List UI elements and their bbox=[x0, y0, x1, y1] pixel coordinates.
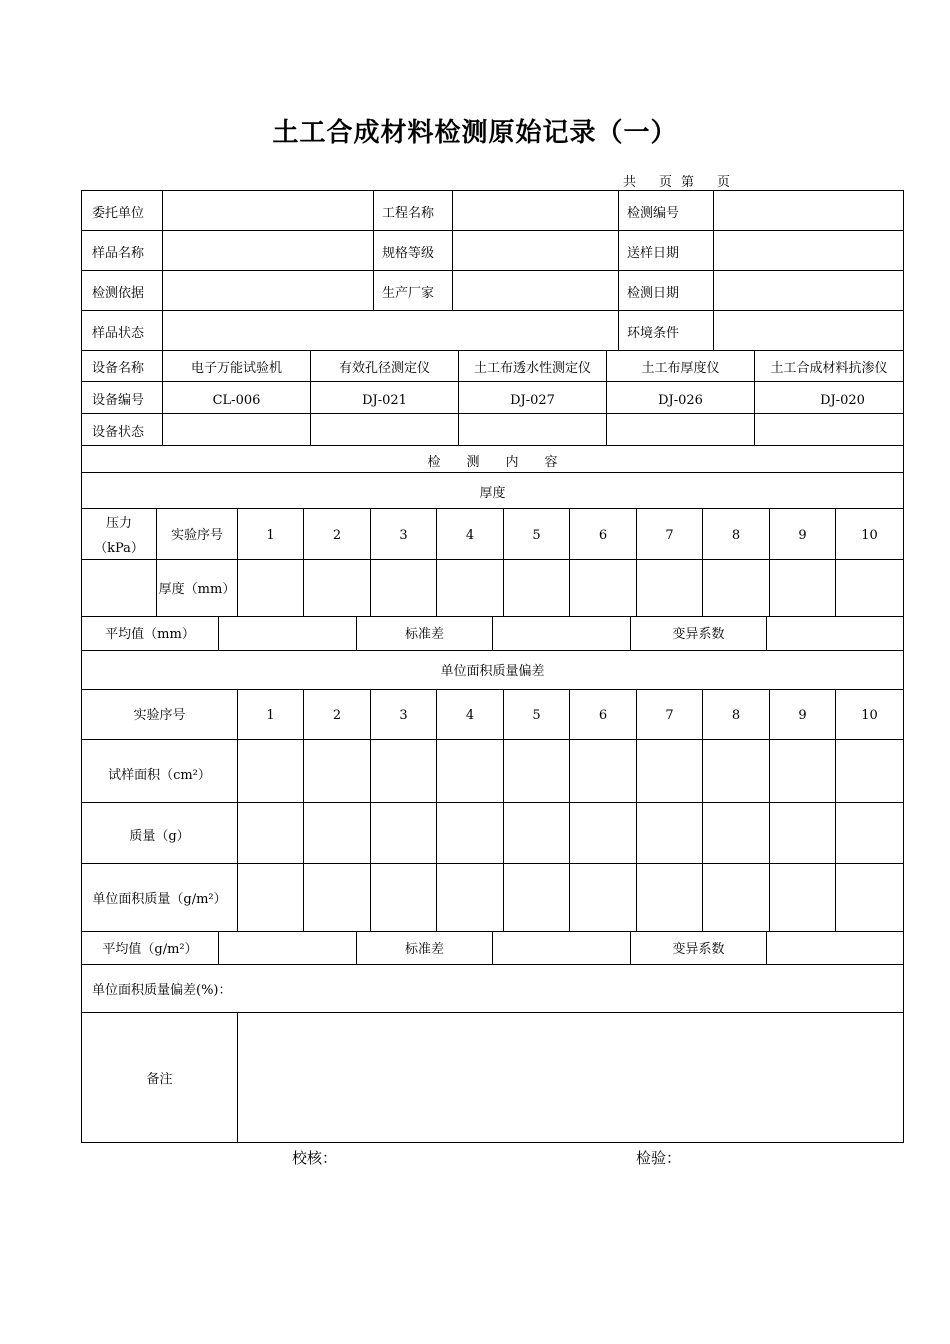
thickness-seq-4: 4 bbox=[465, 528, 475, 543]
page-unit-label-2: 页 bbox=[717, 175, 731, 190]
label-equipment-name: 设备名称 bbox=[92, 361, 145, 376]
label-delivery-date: 送样日期 bbox=[627, 246, 680, 261]
mass-seq-7: 7 bbox=[665, 708, 674, 723]
sample-area-label: 试样面积（cm²） bbox=[108, 768, 211, 783]
mass-seq-1: 1 bbox=[266, 708, 275, 723]
record-table bbox=[81, 190, 904, 1143]
mass-seq-6: 6 bbox=[598, 708, 608, 723]
review-signature-label: 校核： bbox=[292, 1149, 338, 1167]
equipment-name-1: 电子万能试验机 bbox=[190, 361, 282, 376]
page-unit-label: 页 bbox=[659, 175, 673, 190]
label-spec-grade: 规格等级 bbox=[382, 246, 435, 261]
page-title: 土工合成材料检测原始记录（一） bbox=[272, 118, 678, 148]
label-sample-name: 样品名称 bbox=[92, 246, 145, 261]
thickness-seq-label: 实验序号 bbox=[170, 528, 223, 543]
mass-label: 质量（g） bbox=[129, 829, 190, 844]
label-client: 委托单位 bbox=[92, 206, 145, 221]
mass-seq-5: 5 bbox=[532, 708, 541, 723]
mass-seq-2: 2 bbox=[332, 708, 342, 723]
equipment-number-4: DJ-026 bbox=[658, 393, 703, 408]
thickness-cv-label: 变异系数 bbox=[672, 627, 725, 642]
thickness-seq-1: 1 bbox=[266, 528, 275, 543]
thickness-seq-6: 6 bbox=[598, 528, 608, 543]
thickness-seq-5: 5 bbox=[532, 528, 541, 543]
thickness-seq-8: 8 bbox=[731, 528, 741, 543]
mass-std-label: 标准差 bbox=[404, 942, 444, 957]
pressure-label: 压力 bbox=[105, 516, 132, 531]
mass-deviation-label: 单位面积质量偏差(%)： bbox=[92, 983, 232, 998]
thickness-seq-2: 2 bbox=[332, 528, 342, 543]
mass-cv-label: 变异系数 bbox=[672, 942, 725, 957]
remarks-label: 备注 bbox=[146, 1072, 173, 1087]
thickness-avg-label: 平均值（mm） bbox=[105, 627, 195, 642]
mass-seq-9: 9 bbox=[798, 708, 807, 723]
unit-mass-label: 单位面积质量（g/m²） bbox=[92, 892, 227, 907]
equipment-number-5: DJ-020 bbox=[820, 393, 865, 408]
thickness-section-title: 厚度 bbox=[479, 486, 506, 501]
label-equipment-status: 设备状态 bbox=[92, 425, 145, 440]
equipment-name-5: 土工合成材料抗渗仪 bbox=[770, 361, 888, 376]
equipment-name-3: 土工布透水性测定仪 bbox=[473, 361, 591, 376]
page-total-label: 共 bbox=[623, 175, 637, 190]
label-sample-status: 样品状态 bbox=[92, 326, 145, 341]
inspect-signature-label: 检验： bbox=[636, 1149, 682, 1167]
content-header: 检 测 内 容 bbox=[427, 455, 558, 470]
mass-seq-8: 8 bbox=[731, 708, 741, 723]
label-environment: 环境条件 bbox=[627, 326, 680, 341]
thickness-std-label: 标准差 bbox=[404, 627, 444, 642]
equipment-number-2: DJ-021 bbox=[362, 393, 407, 408]
mass-avg-label: 平均值（g/m²） bbox=[102, 942, 198, 957]
label-test-basis: 检测依据 bbox=[92, 286, 145, 301]
equipment-number-1: CL-006 bbox=[212, 393, 261, 408]
thickness-seq-7: 7 bbox=[665, 528, 674, 543]
thickness-seq-9: 9 bbox=[798, 528, 807, 543]
pressure-unit: （kPa） bbox=[94, 541, 144, 556]
label-test-date: 检测日期 bbox=[627, 286, 680, 301]
mass-seq-10: 10 bbox=[861, 708, 878, 723]
page-current-label: 第 bbox=[681, 175, 695, 190]
equipment-name-4: 土工布厚度仪 bbox=[641, 361, 720, 376]
thickness-seq-3: 3 bbox=[399, 528, 408, 543]
mass-section-title: 单位面积质量偏差 bbox=[440, 664, 545, 679]
equipment-number-3: DJ-027 bbox=[510, 393, 555, 408]
equipment-name-2: 有效孔径测定仪 bbox=[338, 361, 430, 376]
label-equipment-number: 设备编号 bbox=[92, 393, 145, 408]
mass-seq-4: 4 bbox=[465, 708, 475, 723]
mass-seq-label: 实验序号 bbox=[133, 708, 186, 723]
thickness-seq-10: 10 bbox=[861, 528, 878, 543]
label-test-number: 检测编号 bbox=[627, 206, 680, 221]
mass-seq-3: 3 bbox=[399, 708, 408, 723]
thickness-mm-label: 厚度（mm） bbox=[158, 582, 236, 597]
label-manufacturer: 生产厂家 bbox=[382, 286, 435, 301]
label-project-name: 工程名称 bbox=[382, 206, 435, 221]
